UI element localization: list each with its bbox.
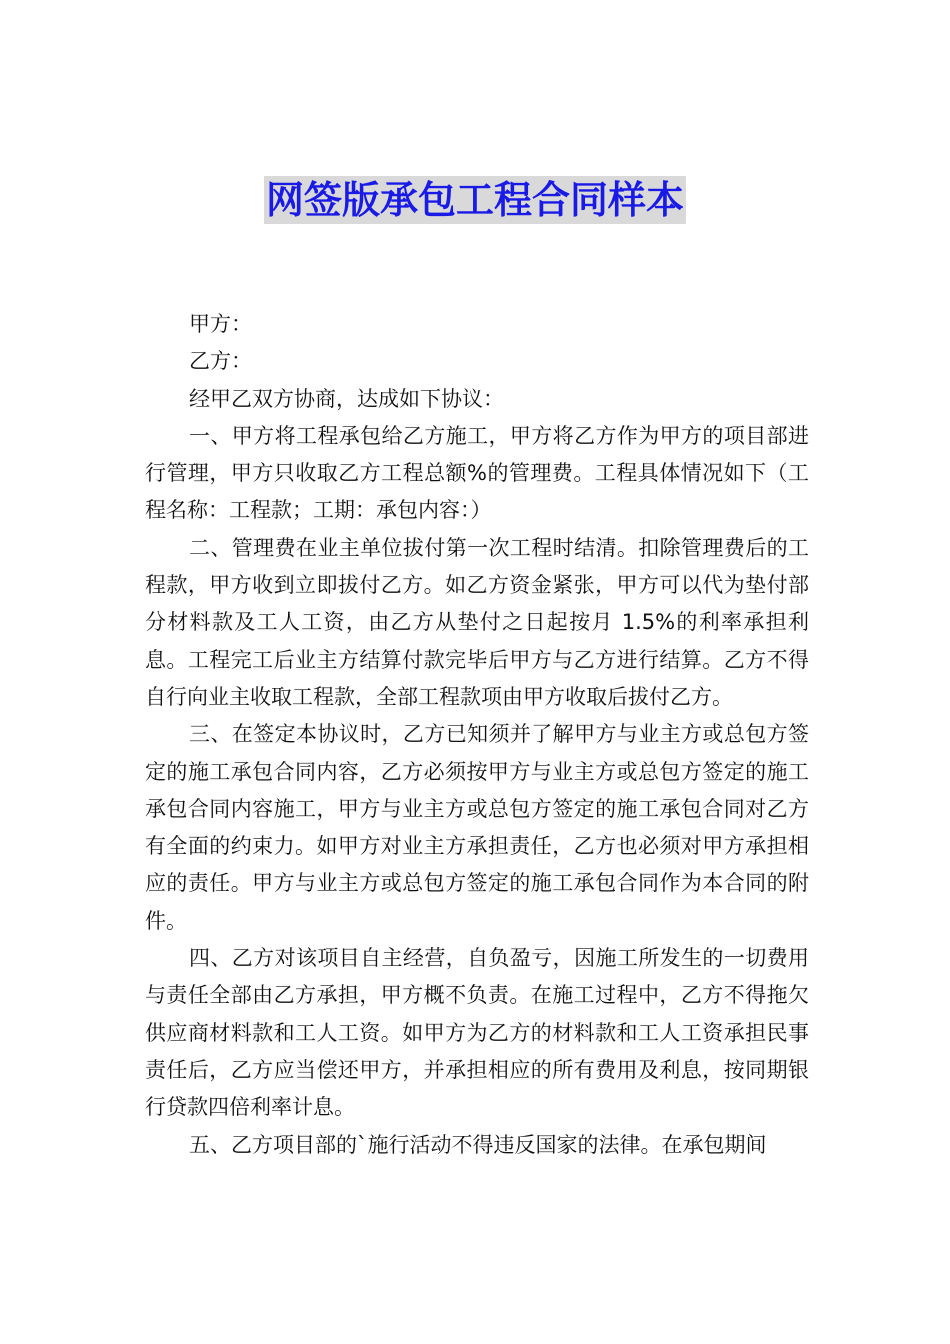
clause-1: 一、甲方将工程承包给乙方施工，甲方将乙方作为甲方的项目部进行管理，甲方只收取乙方工程总额%的管理费。工程具体情况如下（工程名称：工程款；工期：承包内容：）: [145, 423, 809, 523]
party-b-line: 乙方：: [189, 349, 252, 374]
clause-3: 三、在签定本协议时，乙方已知须并了解甲方与业主方或总包方签定的施工承包合同内容，乙方必须按甲方与业主方或总包方签定的施工承包合同内容施工，甲方与业主方或总包方签定的施工承包合同对乙方有全面的约束力。如甲方对业主方承担责任，乙方也必须对甲方承担相应的责任。甲方与业主方或总包方签定的施工承包合同作为本合同的附件。: [145, 722, 809, 933]
title-block: [0, 176, 950, 224]
party-a-line: 甲方：: [189, 312, 252, 336]
document-title: 网签版承包工程合同样本: [265, 178, 684, 222]
clause-2: 二、管理费在业主单位拔付第一次工程时结清。扣除管理费后的工程款，甲方收到立即拔付乙方。如乙方资金紧张，甲方可以代为垫付部分材料款及工人工资，由乙方从垫付之日起按月 1.5%的利率承担利息。工程完工后业主方结算付款完毕后甲方与乙方进行结算。乙方不得自行向业主收取工程款，全部工程款项由甲方收取后拔付乙方。: [145, 535, 809, 709]
agreement-intro: 经甲乙双方协商，达成如下协议：: [189, 386, 504, 411]
document-body: [145, 306, 809, 1164]
clause-5: 五、乙方项目部的`施行活动不得违反国家的法律。在承包期间: [189, 1132, 767, 1157]
clause-4: 四、乙方对该项目自主经营，自负盈亏，因施工所发生的一切费用与责任全部由乙方承担，甲方概不负责。在施工过程中，乙方不得拖欠供应商材料款和工人工资。如甲方为乙方的材料款和工人工资承担民事责任后，乙方应当偿还甲方，并承担相应的所有费用及利息，按同期银行贷款四倍利率计息。: [145, 946, 809, 1120]
